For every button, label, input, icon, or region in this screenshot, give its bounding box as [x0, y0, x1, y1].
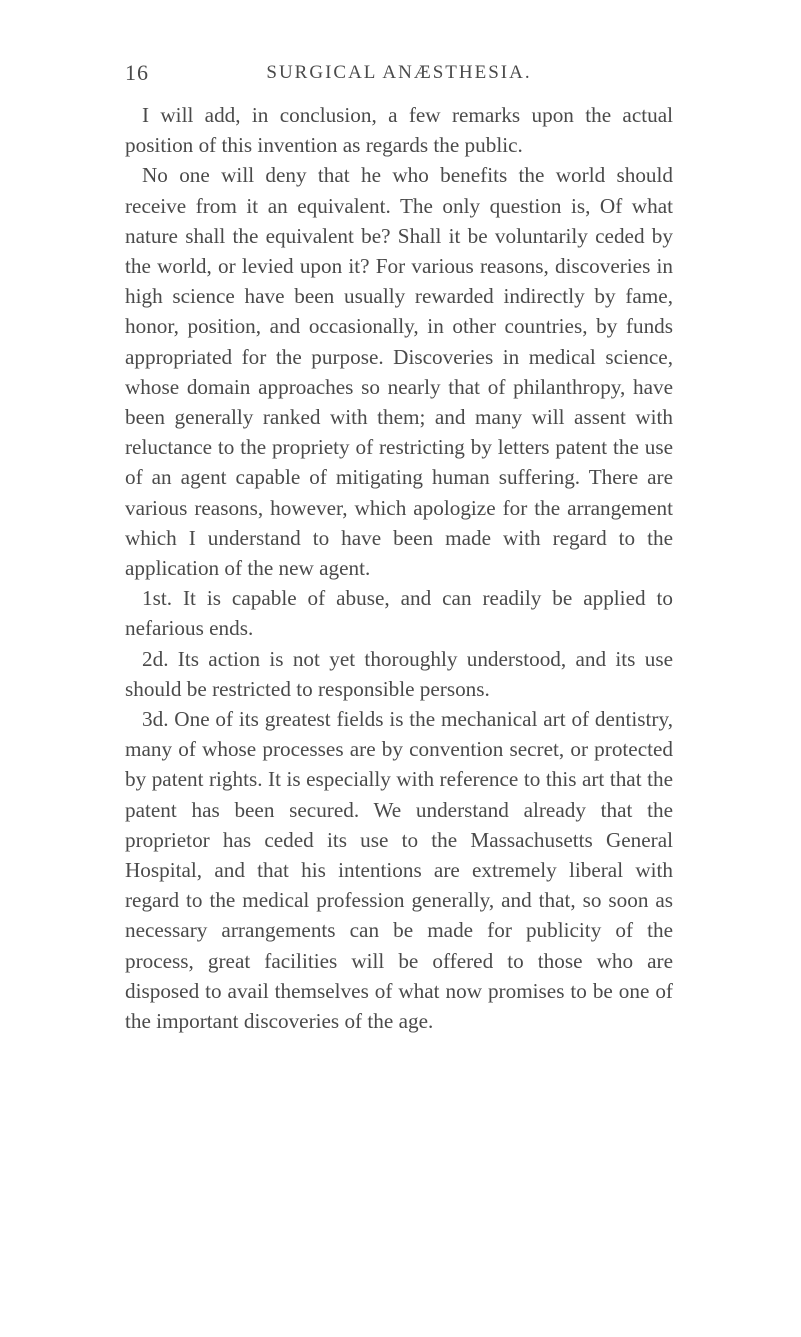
page-number: 16: [125, 60, 149, 85]
paragraph-reason-first: 1st. It is capable of abuse, and can readily be applied to nefarious ends.: [125, 586, 673, 641]
paragraph-reason-second: 2d. Its action is not yet thoroughly understood, and its use should be restricted to responsible persons.: [125, 646, 673, 701]
body-text: [125, 100, 673, 1036]
paragraph-equivalent: No one will deny that he who benefits the world should receive from it an equivalent. The only question is, Of what nature shall the equivalent be? Shall it be voluntarily ceded by the world, or levied upon it? For various reasons, discoveries in high science have been usually rewarded indirectly by fame, honor, position, and occasionally, in other countries, by funds appropriated for the purpose. Discoveries in medical science, whose domain approaches so nearly that of philanthropy, have been generally ranked with them; and many will assent with reluctance to the propriety of restricting by letters patent the use of an agent capable of mitigating human suffering. There are various reasons, however, which apologize for the arrangement which I understand to have been made with regard to the application of the new agent.: [125, 163, 673, 581]
running-head: [125, 60, 673, 90]
paragraph-conclusion: I will add, in conclusion, a few remarks upon the actual position of this invention as regards the public.: [125, 103, 673, 158]
paragraph-reason-third: 3d. One of its greatest fields is the mechanical art of dentistry, many of whose processes are by convention secret, or protected by patent rights. It is especially with reference to this art that the patent has been secured. We understand already that the proprietor has ceded its use to the Massachusetts General Hospital, and that his intentions are extremely liberal with regard to the medical profession generally, and that, so soon as necessary arrangements can be made for publicity of the process, great facilities will be offered to those who are disposed to avail themselves of what now promises to be one of the important discoveries of the age.: [125, 707, 673, 1034]
running-title: SURGICAL ANÆSTHESIA.: [266, 62, 532, 83]
